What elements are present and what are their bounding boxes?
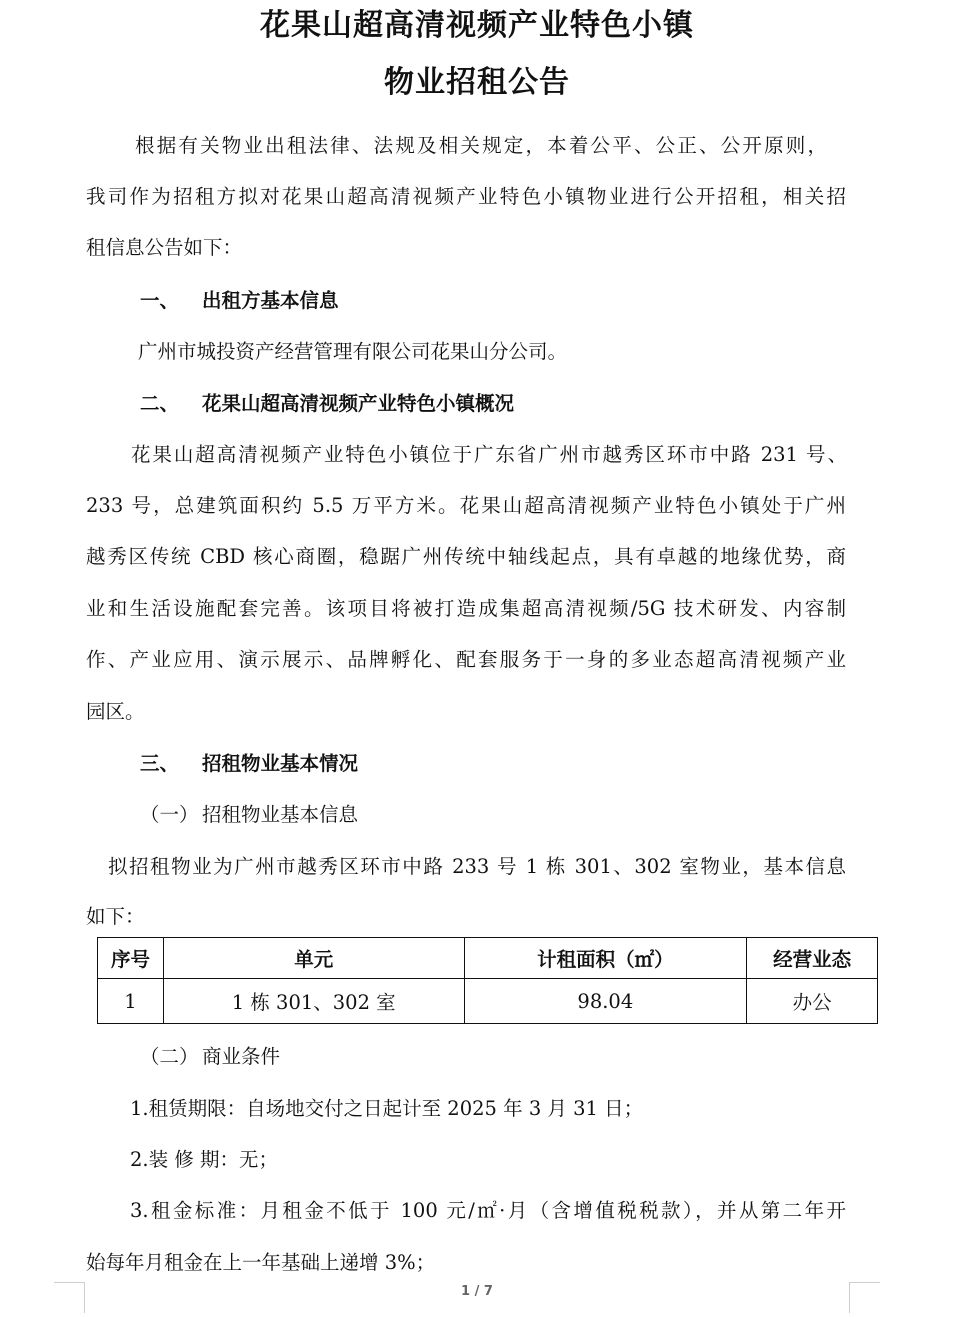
property-table [97, 937, 878, 1024]
section2-body-line-4: 业和生活设施配套完善。该项目将被打造成集超高清视频/5G 技术研发、内容制 [86, 597, 846, 620]
subsection1-title: 招租物业基本信息 [202, 803, 359, 826]
section2-body-line-3: 越秀区传统 CBD 核心商圈，稳踞广州传统中轴线起点，具有卓越的地缘优势，商 [86, 545, 846, 568]
table-cell-index: 1 [98, 979, 164, 1024]
table-header-business-type: 经营业态 [747, 938, 878, 979]
section2-body-line-6: 园区。 [86, 700, 145, 723]
intro-line-3: 租信息公告如下： [86, 236, 243, 259]
table-cell-business-type: 办公 [747, 979, 878, 1024]
section2-heading [140, 389, 514, 419]
section3-heading [140, 749, 358, 779]
term-rent-standard-line-1: 3.租金标准：月租金不低于 100 元/㎡·月（含增值税税款），并从第二年开 [130, 1199, 846, 1222]
table-header-area: 计租面积（㎡） [464, 938, 747, 979]
section2-title: 花果山超高清视频产业特色小镇概况 [202, 392, 515, 415]
section1-number: 一、 [140, 289, 180, 312]
document-title-line2: 物业招租公告 [384, 65, 570, 100]
intro-line-1: 根据有关物业出租法律、法规及相关规定，本着公平、公正、公开原则， [135, 134, 827, 157]
section3-number: 三、 [140, 752, 180, 775]
section1-title: 出租方基本信息 [202, 289, 339, 312]
section1-body: 广州市城投资产经营管理有限公司花果山分公司。 [138, 340, 568, 363]
section2-number: 二、 [140, 392, 180, 415]
table-header-index: 序号 [98, 938, 164, 979]
term-renovation-period: 2.装 修 期：无； [130, 1148, 279, 1171]
subsection1-body-line-2: 如下： [86, 905, 145, 928]
section3-title: 招租物业基本情况 [202, 752, 359, 775]
subsection1-number: （一） [140, 803, 199, 826]
table-cell-unit: 1 栋 301、302 室 [163, 979, 464, 1024]
document-title-line1: 花果山超高清视频产业特色小镇 [260, 8, 694, 43]
term-rent-standard-line-2: 始每年月租金在上一年基础上递增 3%； [86, 1251, 436, 1274]
subsection1-heading [140, 800, 358, 830]
section2-body-line-5: 作、产业应用、演示展示、品牌孵化、配套服务于一身的多业态超高清视频产业 [86, 648, 846, 671]
intro-line-2: 我司作为招租方拟对花果山超高清视频产业特色小镇物业进行公开招租，相关招 [86, 185, 846, 208]
subsection2-number: （二） [140, 1045, 199, 1068]
table-header-unit: 单元 [163, 938, 464, 979]
subsection2-title: 商业条件 [202, 1045, 281, 1068]
term-lease-period: 1.租赁期限：自场地交付之日起计至 2025 年 3 月 31 日； [130, 1097, 644, 1120]
page-number: 1 / 7 [461, 1284, 493, 1299]
table-cell-area: 98.04 [464, 979, 747, 1024]
table-header-row [98, 938, 878, 979]
subsection1-body-line-1: 拟招租物业为广州市越秀区环市中路 233 号 1 栋 301、302 室物业，基本信息 [108, 855, 846, 878]
section2-body-line-2: 233 号，总建筑面积约 5.5 万平方米。花果山超高清视频产业特色小镇处于广州 [86, 494, 846, 517]
section2-body-line-1: 花果山超高清视频产业特色小镇位于广东省广州市越秀区环市中路 231 号、 [131, 443, 847, 466]
section1-heading [140, 286, 339, 316]
subsection2-heading [140, 1042, 280, 1072]
table-row [98, 979, 878, 1024]
